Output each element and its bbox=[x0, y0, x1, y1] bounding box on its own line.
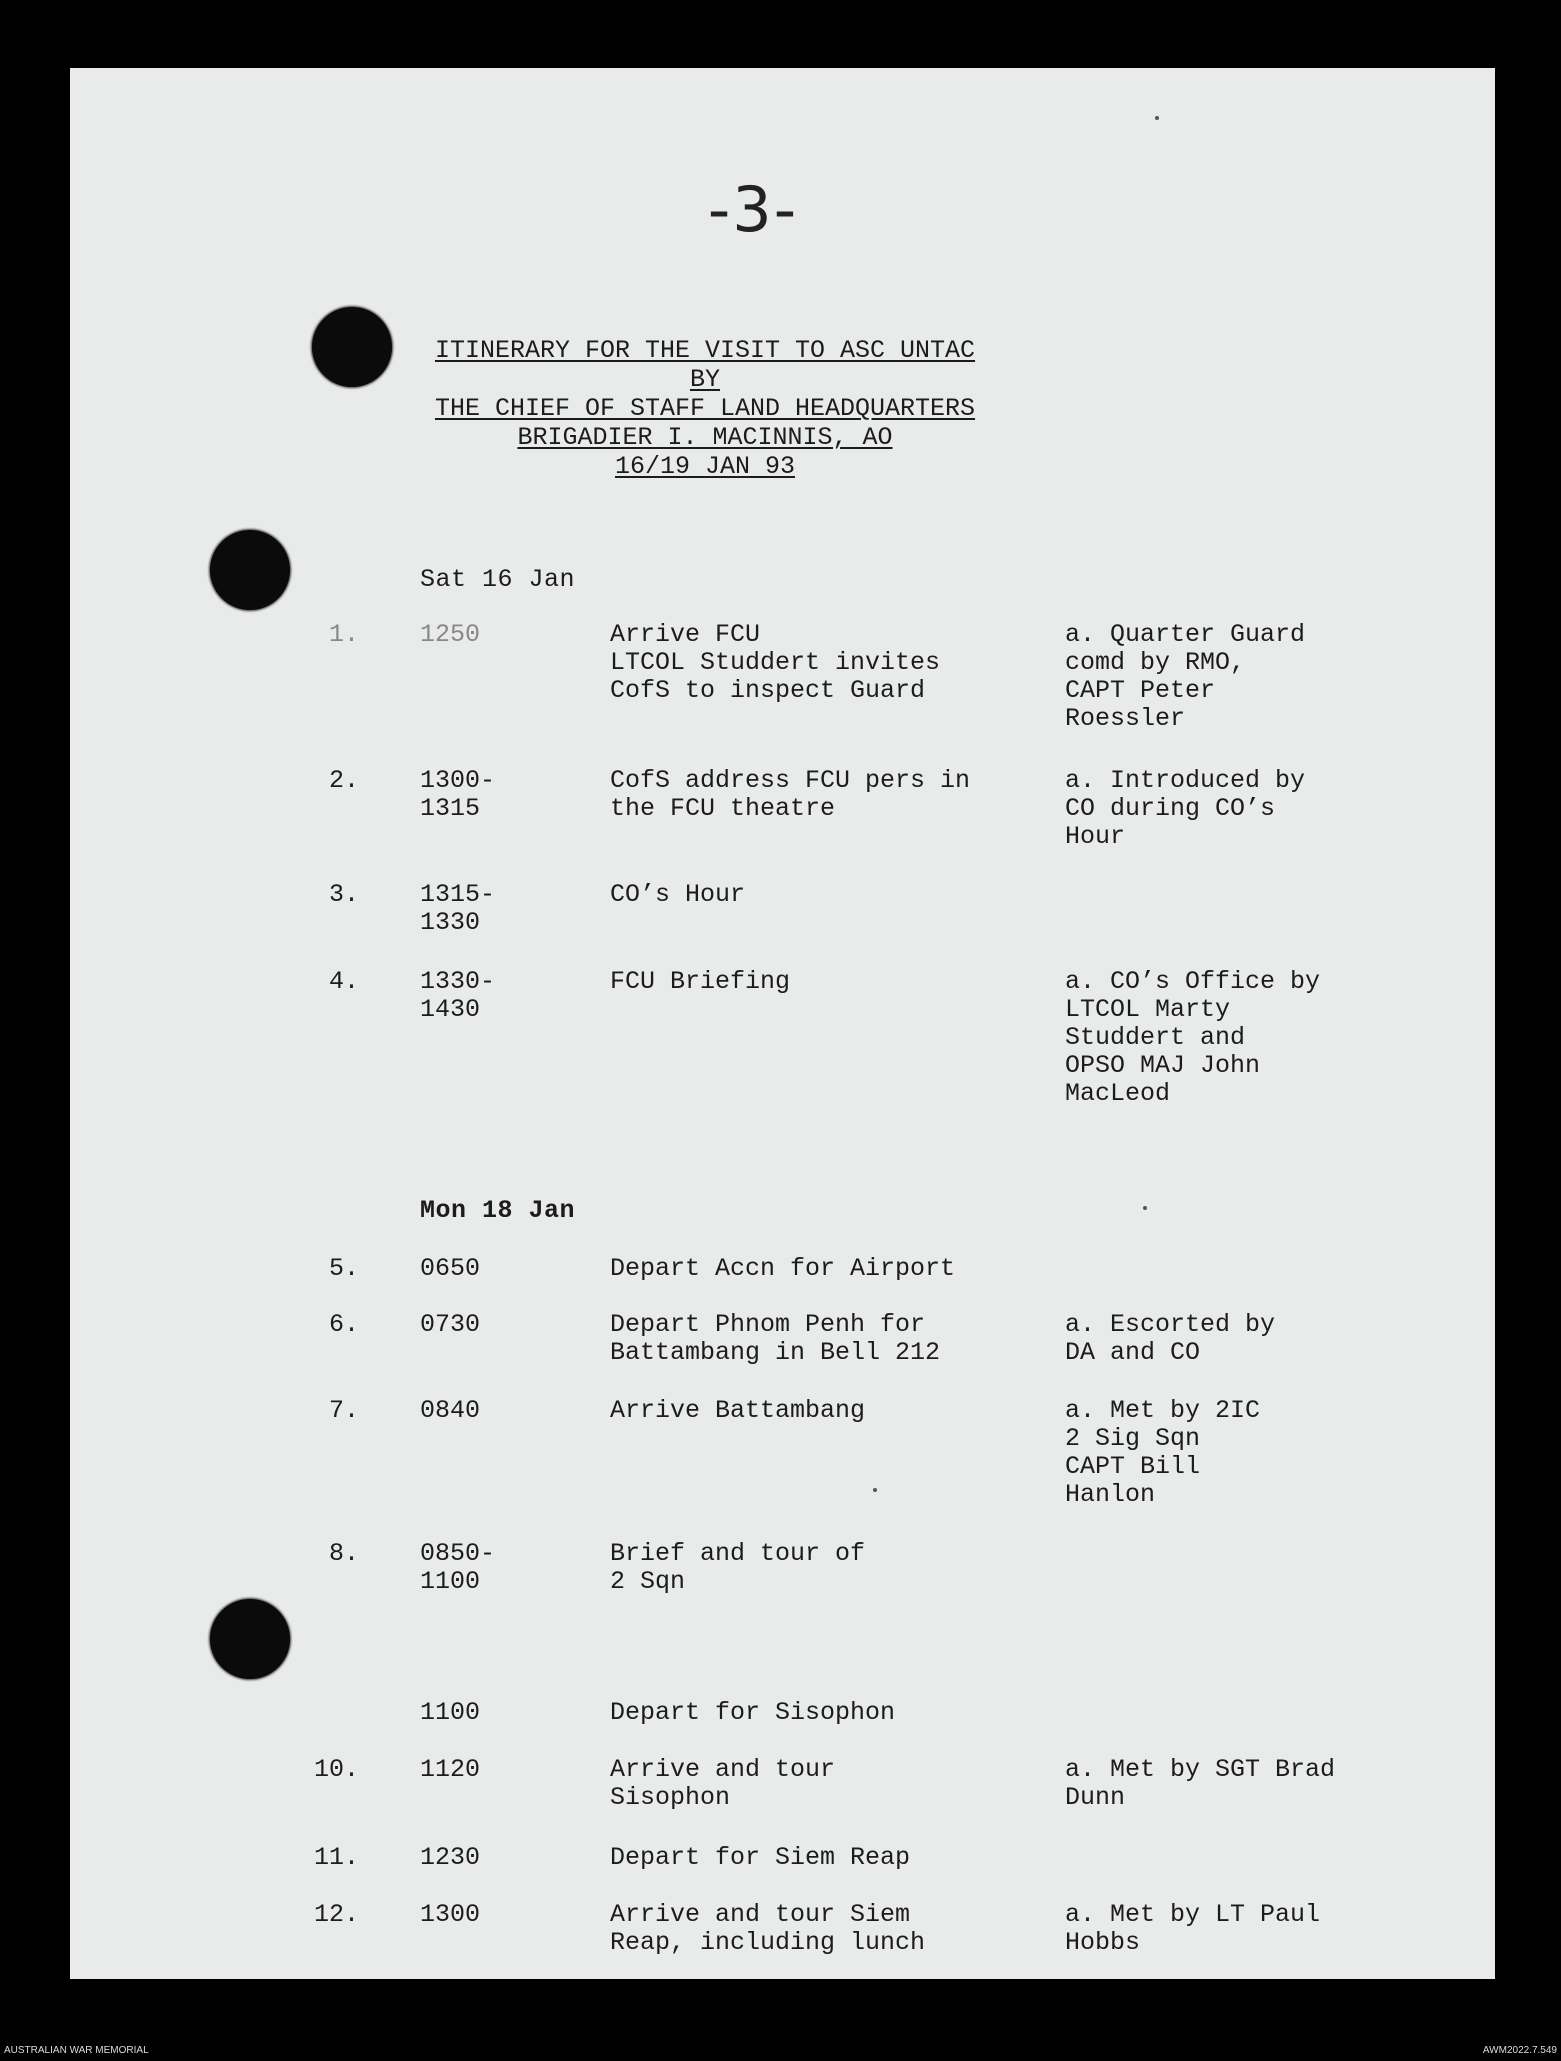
item-number: 10. bbox=[313, 1755, 359, 1784]
item-number: 3. bbox=[328, 880, 359, 909]
title-line-5: 16/19 JAN 93 bbox=[614, 452, 796, 481]
item-time: 0650 bbox=[420, 1254, 481, 1283]
item-description: CO’s Hour bbox=[610, 880, 746, 909]
paper-speck bbox=[1143, 1206, 1147, 1210]
item-time: 1300 bbox=[420, 1900, 481, 1929]
item-number: 7. bbox=[328, 1396, 359, 1425]
item-number: 2. bbox=[328, 766, 359, 795]
item-description: CofS address FCU pers in the FCU theatre bbox=[610, 766, 971, 823]
item-note: a. Introduced by CO during CO’s Hour bbox=[1065, 766, 1306, 851]
title-line-2: BY bbox=[689, 365, 720, 394]
item-note: a. Met by SGT Brad Dunn bbox=[1065, 1755, 1336, 1812]
paper-speck bbox=[1155, 116, 1159, 120]
title-line-1: ITINERARY FOR THE VISIT TO ASC UNTAC bbox=[434, 336, 976, 365]
item-number: 12. bbox=[313, 1900, 359, 1929]
item-description: Arrive and tour Sisophon bbox=[610, 1755, 836, 1812]
day-heading-sat: Sat 16 Jan bbox=[420, 565, 576, 594]
item-description: Arrive and tour Siem Reap, including lunch bbox=[610, 1900, 926, 1957]
item-time: 1120 bbox=[420, 1755, 481, 1784]
item-description: Depart Phnom Penh for Battambang in Bell 212 bbox=[610, 1310, 941, 1367]
item-time: 0840 bbox=[420, 1396, 481, 1425]
item-time: 1330- 1430 bbox=[420, 967, 496, 1024]
paper-speck bbox=[873, 1488, 877, 1492]
item-number: 1. bbox=[328, 620, 359, 649]
item-time: 1100 bbox=[420, 1698, 481, 1727]
item-number: 4. bbox=[328, 967, 359, 996]
item-note: a. Met by 2IC 2 Sig Sqn CAPT Bill Hanlon bbox=[1065, 1396, 1261, 1509]
punch-hole-middle bbox=[210, 530, 290, 610]
item-number: 11. bbox=[313, 1843, 359, 1872]
item-time: 1315- 1330 bbox=[420, 880, 496, 937]
item-description: Arrive Battambang bbox=[610, 1396, 866, 1425]
item-time: 1250 bbox=[420, 620, 481, 649]
item-note: a. Met by LT Paul Hobbs bbox=[1065, 1900, 1321, 1957]
item-time: 0850- 1100 bbox=[420, 1539, 496, 1596]
item-description: Depart for Siem Reap bbox=[610, 1843, 911, 1872]
item-note: a. Quarter Guard comd by RMO, CAPT Peter Roessler bbox=[1065, 620, 1306, 733]
item-description: Depart for Sisophon bbox=[610, 1698, 896, 1727]
punch-hole-top bbox=[312, 307, 392, 387]
item-time: 0730 bbox=[420, 1310, 481, 1339]
item-number: 6. bbox=[328, 1310, 359, 1339]
day-heading-mon: Mon 18 Jan bbox=[420, 1196, 576, 1225]
footer-institution: AUSTRALIAN WAR MEMORIAL bbox=[4, 2045, 149, 2056]
title-line-4: BRIGADIER I. MACINNIS, AO bbox=[517, 423, 893, 452]
footer-reference: AWM2022.7.549 bbox=[1482, 2045, 1557, 2056]
item-description: FCU Briefing bbox=[610, 967, 791, 996]
item-description: Arrive FCU LTCOL Studdert invites CofS to inspect Guard bbox=[610, 620, 941, 705]
item-note: a. CO’s Office by LTCOL Marty Studdert and OPSO MAJ John MacLeod bbox=[1065, 967, 1321, 1108]
page-number: -3- bbox=[707, 173, 799, 246]
item-description: Brief and tour of 2 Sqn bbox=[610, 1539, 866, 1596]
item-note: a. Escorted by DA and CO bbox=[1065, 1310, 1276, 1367]
item-number: 8. bbox=[328, 1539, 359, 1568]
item-number: 5. bbox=[328, 1254, 359, 1283]
itinerary-title bbox=[410, 336, 1000, 481]
item-time: 1300- 1315 bbox=[420, 766, 496, 823]
title-line-3: THE CHIEF OF STAFF LAND HEADQUARTERS bbox=[434, 394, 976, 423]
item-time: 1230 bbox=[420, 1843, 481, 1872]
document-page bbox=[70, 68, 1495, 1979]
item-description: Depart Accn for Airport bbox=[610, 1254, 956, 1283]
punch-hole-bottom bbox=[210, 1599, 290, 1679]
